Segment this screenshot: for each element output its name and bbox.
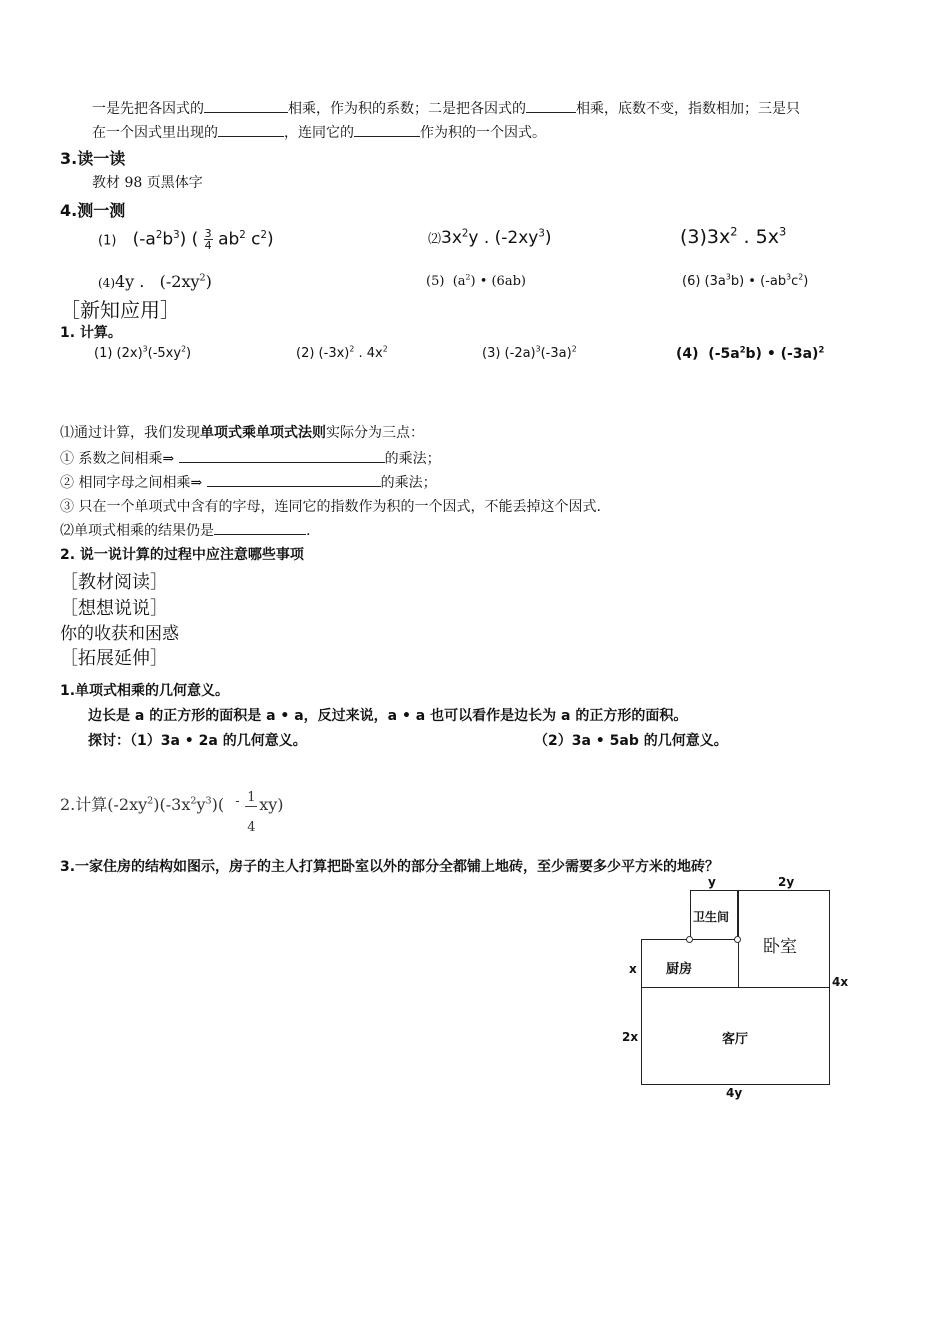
calc-problem-4: (4) $(-5a^2b)$ • $(-3a)^2$ bbox=[676, 344, 825, 362]
blank-field[interactable] bbox=[526, 98, 576, 113]
explore-2: （2）3a • 5ab 的几何意义。 bbox=[534, 733, 728, 749]
rule-intro bbox=[60, 422, 424, 442]
dim-bed-width: 2y bbox=[778, 875, 795, 889]
extend-q1-text: 边长是 a 的正方形的面积是 a • a，反过来说，a • a 也可以看作是边长为 a 的正方形的面积。 bbox=[88, 708, 688, 724]
gains-text: 你的收获和困惑 bbox=[60, 624, 179, 644]
extend-q2: 2.计算$(-2xy^2)(-3x^2y^3)$( - 1 4 xy) bbox=[60, 790, 284, 835]
blank-field[interactable] bbox=[179, 448, 385, 463]
intro-text: 在一个因式里出现的 bbox=[92, 125, 218, 141]
rule-name: 单项式乘单项式法则 bbox=[200, 425, 326, 441]
problem-label: (3) bbox=[482, 346, 501, 361]
talk-heading: 2. 说一说计算的过程中应注意哪些事项 bbox=[60, 547, 304, 563]
junction-dot bbox=[686, 936, 693, 943]
floor-plan-diagram bbox=[600, 870, 860, 1110]
dim-bottom-width: 4y bbox=[726, 1086, 743, 1100]
rule-text: ⑵单项式相乘的结果仍是 bbox=[60, 523, 214, 539]
problem-text: ) • (6ab) bbox=[470, 274, 526, 289]
problem-label: (2) bbox=[296, 346, 315, 361]
blank-field[interactable] bbox=[204, 98, 288, 113]
calc-problem-3: (3) $(-2a)^3(-3a)^2$ bbox=[482, 344, 577, 361]
test-problem-3: $(3)3x^2$ . $5x^3$ bbox=[680, 224, 787, 248]
problem-label: (1) bbox=[94, 346, 113, 361]
rule-text: . bbox=[306, 523, 311, 539]
problem-label: (1) bbox=[98, 233, 117, 249]
rule-text: 的乘法； bbox=[380, 475, 437, 491]
intro-line-1 bbox=[92, 98, 800, 118]
rule-text: 实际分为三点： bbox=[326, 425, 424, 441]
problem-text: (a bbox=[452, 274, 466, 289]
read-heading: 3.读一读 bbox=[60, 149, 126, 168]
problem-label: (3) bbox=[680, 226, 707, 248]
intro-text: 作为积的一个因式。 bbox=[420, 125, 546, 141]
problem-label: (5) bbox=[426, 274, 445, 289]
blank-field[interactable] bbox=[218, 122, 284, 137]
test-problem-6: (6) $(3a^3b)$ • $(-ab^3c^2)$ bbox=[682, 272, 809, 289]
intro-text: ，连同它的 bbox=[284, 125, 354, 141]
blank-field[interactable] bbox=[354, 122, 420, 137]
dim-right-height: 4x bbox=[832, 975, 849, 989]
new-app-heading: ［新知应用］ bbox=[60, 298, 180, 322]
test-heading: 4.测一测 bbox=[60, 201, 126, 220]
bedroom-label: 卧室 bbox=[763, 937, 797, 957]
intro-text: 相乘，作为积的系数；二是把各因式的 bbox=[288, 101, 526, 117]
problem-label: ⑵ bbox=[428, 232, 442, 247]
textbook-heading: ［教材阅读］ bbox=[60, 572, 168, 593]
read-text: 教材 98 页黑体字 bbox=[92, 175, 203, 191]
calc-problem-2: (2) $(-3x)^2$ . $4x^2$ bbox=[296, 344, 388, 361]
rule-text: ① 系数之间相乘⇒ bbox=[60, 451, 175, 467]
dim-bath-width: y bbox=[708, 875, 716, 889]
extend-heading: ［拓展延伸］ bbox=[60, 648, 168, 669]
think-heading: ［想想说说］ bbox=[60, 598, 168, 619]
rule-text: 的乘法； bbox=[384, 451, 441, 467]
test-problem-2: $⑵3x^2y$ . $(-2xy^3)$ bbox=[428, 228, 552, 248]
rule-1 bbox=[60, 448, 441, 468]
test-problem-1: (1) $(-a^2b^3)$ ( $\frac{3}{4}$ $ab^2$ $c^2$) bbox=[98, 227, 274, 252]
fraction: $\frac{3}{4}$ bbox=[204, 227, 212, 252]
problem-label: (4) bbox=[98, 276, 115, 290]
kitchen-label: 厨房 bbox=[666, 962, 693, 977]
rule-3: ③ 只在一个单项式中含有的字母，连同它的指数作为积的一个因式，不能丢掉这个因式. bbox=[60, 499, 601, 515]
intro-text: 一是先把各因式的 bbox=[92, 101, 204, 117]
rule-result bbox=[60, 520, 310, 540]
test-problem-5: (5) $(a^2)$ • (6ab) bbox=[426, 272, 526, 289]
rule-text: ② 相同字母之间相乘⇒ bbox=[60, 475, 203, 491]
rule-2 bbox=[60, 472, 437, 492]
extend-q3: 3.一家住房的结构如图示，房子的主人打算把卧室以外的部分全都铺上地砖，至少需要多少平方米的地砖？ bbox=[60, 859, 720, 875]
intro-line-2 bbox=[92, 122, 546, 142]
dim-kitchen-height: x bbox=[629, 962, 637, 976]
bathroom-label: 卫生间 bbox=[693, 910, 730, 924]
blank-field[interactable] bbox=[207, 472, 381, 487]
extend-q1-title: 1.单项式相乘的几何意义。 bbox=[60, 683, 230, 699]
junction-dot bbox=[734, 936, 741, 943]
rule-text: ⑴通过计算，我们发现 bbox=[60, 425, 200, 441]
calc-heading: 1. 计算。 bbox=[60, 325, 122, 341]
q2-prefix: 2.计算 bbox=[60, 795, 108, 814]
problem-label: (4) bbox=[676, 346, 699, 362]
calc-problem-1: (1) $(2x)^3(-5xy^2)$ bbox=[94, 344, 192, 361]
problem-label: (6) bbox=[682, 274, 701, 289]
fraction: - 1 4 bbox=[235, 790, 256, 835]
intro-text: 相乘，底数不变，指数相加；三是只 bbox=[576, 101, 800, 117]
living-label: 客厅 bbox=[722, 1032, 749, 1047]
explore-1: 探讨：（1）3a • 2a 的几何意义。 bbox=[88, 733, 307, 749]
dim-living-height: 2x bbox=[622, 1030, 639, 1044]
test-problem-4: (4)4y . $(-2xy^2)$ bbox=[98, 272, 212, 291]
blank-field[interactable] bbox=[214, 520, 306, 535]
